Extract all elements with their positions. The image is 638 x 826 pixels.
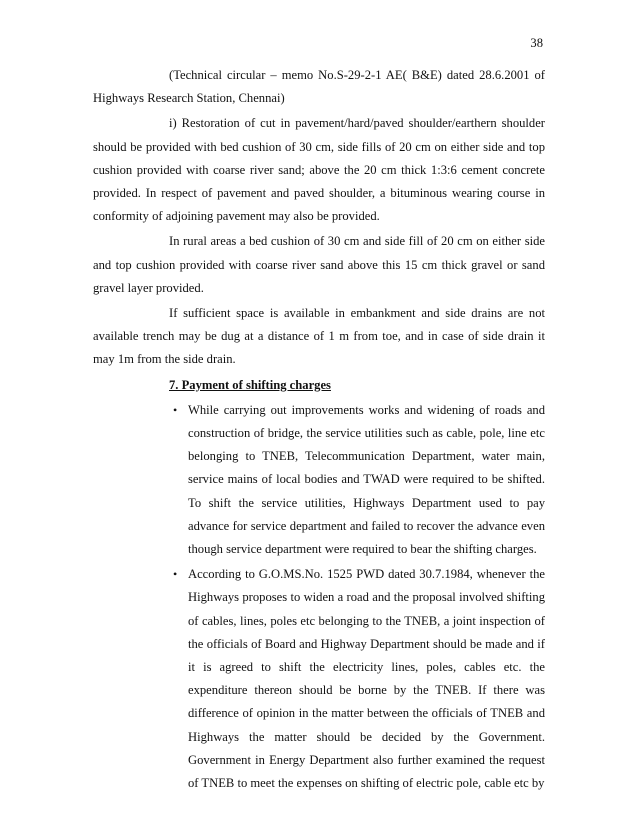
bullet-list bbox=[93, 399, 545, 795]
paragraph-circular-reference: (Technical circular – memo No.S-29-2-1 AE( B&E) dated 28.6.2001 of Highways Research Station, Chennai) bbox=[93, 68, 545, 106]
paragraph-embankment: If sufficient space is available in embankment and side drains are not available trench may be dug at a distance of 1 m from toe, and in case of side drain it may 1m from the side drain. bbox=[93, 306, 545, 367]
list-item-text: While carrying out improvements works and widening of roads and construction of bridge, the service utilities such as cable, pole, line etc belonging to TNEB, Telecommunication Department, water main, service mains of local bodies and TWAD were required to be shifted. To shift the service utilities, Highways Department used to pay advance for service department and failed to recover the advance even though service department were required to bear the shifting charges. bbox=[188, 402, 545, 557]
page-number: 38 bbox=[530, 36, 543, 50]
bullet-icon: • bbox=[173, 567, 178, 582]
document-body bbox=[93, 64, 545, 797]
bullet-icon: • bbox=[173, 402, 178, 417]
list-item-text: According to G.O.MS.No. 1525 PWD dated 30.7.1984, whenever the Highways proposes to widen a road and the proposal involved shifting of cables, lines, poles etc belonging to the TNEB, a joint inspection of the officials of Board and Highway Department should be made and if it is agreed to shift the electricity lines, poles, cables etc. the expenditure thereon should be borne by the TNEB. If there was difference of opinion in the matter between the officials of TNEB and Highways the matter should be decided by the Government. Government in Energy Department also further examined the request of TNEB to meet the expenses on shifting of electric pole, cable etc by bbox=[188, 567, 545, 791]
paragraph-rural-areas: In rural areas a bed cushion of 30 cm and side fill of 20 cm on either side and top cushion provided with coarse river sand above this 15 cm thick gravel or sand gravel layer provided. bbox=[93, 234, 545, 295]
paragraph-restoration: i) Restoration of cut in pavement/hard/paved shoulder/earthern shoulder should be provided with bed cushion of 30 cm, side fills of 20 cm on either side and top cushion provided with coarse river sand; above the 20 cm thick 1:3:6 cement concrete provided. In respect of pavement and paved shoulder, a bituminous wearing course in conformity of adjoining pavement may also be provided. bbox=[93, 116, 545, 224]
list-item bbox=[93, 399, 545, 561]
section-heading: 7. Payment of shifting charges bbox=[169, 377, 331, 392]
list-item bbox=[93, 563, 545, 795]
